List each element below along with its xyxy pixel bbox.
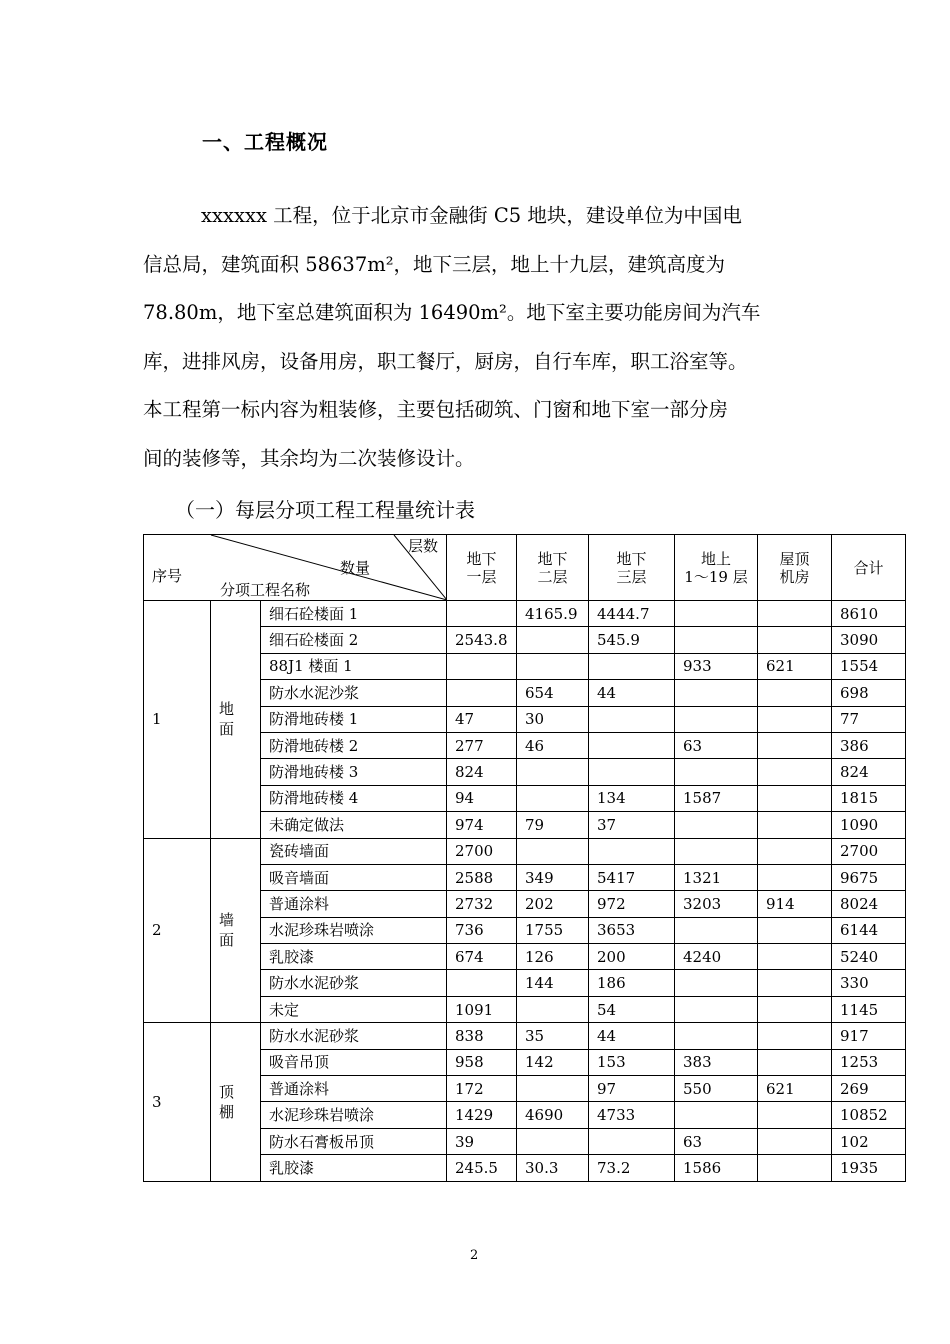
item-name-cell: 普通涂料: [261, 891, 447, 917]
value-cell: 39: [447, 1128, 517, 1154]
group-seq: 3: [144, 1023, 211, 1181]
value-cell: [758, 1155, 832, 1181]
value-cell: [589, 732, 675, 758]
item-name-cell: 防水水泥砂浆: [261, 970, 447, 996]
value-cell: 63: [675, 732, 758, 758]
value-cell: [517, 759, 589, 785]
value-cell: 736: [447, 917, 517, 943]
page-number: 2: [470, 1248, 479, 1263]
header-roof: 屋顶 机房: [758, 535, 832, 601]
value-cell: 2588: [447, 864, 517, 890]
item-name-cell: 细石砼楼面 2: [261, 627, 447, 653]
value-cell: [758, 759, 832, 785]
group-category: [211, 838, 261, 1023]
value-cell: [675, 970, 758, 996]
item-name-cell: 未确定做法: [261, 812, 447, 838]
value-cell: 674: [447, 944, 517, 970]
value-cell: 3090: [832, 627, 906, 653]
value-cell: [758, 732, 832, 758]
value-cell: 621: [758, 653, 832, 679]
value-cell: 1815: [832, 785, 906, 811]
value-cell: [675, 1102, 758, 1128]
value-cell: 54: [589, 996, 675, 1022]
value-cell: 1935: [832, 1155, 906, 1181]
value-cell: [589, 1128, 675, 1154]
value-cell: 386: [832, 732, 906, 758]
value-cell: [447, 653, 517, 679]
value-cell: [758, 838, 832, 864]
value-cell: 202: [517, 891, 589, 917]
section-heading: 一、工程概况: [202, 130, 328, 154]
value-cell: 153: [589, 1049, 675, 1075]
value-cell: 35: [517, 1023, 589, 1049]
value-cell: 383: [675, 1049, 758, 1075]
value-cell: 914: [758, 891, 832, 917]
item-name-cell: 防滑地砖楼 1: [261, 706, 447, 732]
value-cell: 44: [589, 680, 675, 706]
value-cell: 10852: [832, 1102, 906, 1128]
value-cell: [517, 627, 589, 653]
value-cell: [758, 1102, 832, 1128]
header-above: 地上 1～19 层: [675, 535, 758, 601]
group-category: [211, 1023, 261, 1181]
value-cell: [758, 970, 832, 996]
paragraph-line: 78.80m，地下室总建筑面积为 16490m²。地下室主要功能房间为汽车: [143, 301, 761, 324]
header-b3: 地下 三层: [589, 535, 675, 601]
value-cell: 654: [517, 680, 589, 706]
value-cell: 2543.8: [447, 627, 517, 653]
category-char: 面: [219, 931, 235, 950]
header-quantity: 数量: [340, 559, 371, 577]
value-cell: 958: [447, 1049, 517, 1075]
value-cell: 2700: [832, 838, 906, 864]
category-char: 棚: [219, 1102, 235, 1121]
paragraph-line: xxxxxx 工程，位于北京市金融街 C5 地块，建设单位为中国电: [201, 204, 742, 227]
value-cell: [517, 838, 589, 864]
value-cell: 974: [447, 812, 517, 838]
value-cell: 4444.7: [589, 601, 675, 627]
item-name-cell: 88J1 楼面 1: [261, 653, 447, 679]
item-name-cell: 防滑地砖楼 2: [261, 732, 447, 758]
value-cell: 47: [447, 706, 517, 732]
header-b2: 地下 二层: [517, 535, 589, 601]
item-name-cell: 防水水泥砂浆: [261, 1023, 447, 1049]
value-cell: 824: [447, 759, 517, 785]
value-cell: 30.3: [517, 1155, 589, 1181]
value-cell: 3653: [589, 917, 675, 943]
table-header-row: [144, 535, 906, 601]
table-caption: （一）每层分项工程工程量统计表: [175, 498, 475, 522]
value-cell: 63: [675, 1128, 758, 1154]
value-cell: [517, 996, 589, 1022]
item-name-cell: 防水水泥沙浆: [261, 680, 447, 706]
value-cell: [589, 706, 675, 732]
value-cell: 9675: [832, 864, 906, 890]
category-char: 墙: [219, 911, 235, 930]
value-cell: 1755: [517, 917, 589, 943]
value-cell: [589, 653, 675, 679]
value-cell: 37: [589, 812, 675, 838]
value-cell: 97: [589, 1076, 675, 1102]
value-cell: [758, 996, 832, 1022]
value-cell: 4240: [675, 944, 758, 970]
value-cell: 1587: [675, 785, 758, 811]
group-seq: 2: [144, 838, 211, 1023]
value-cell: 1554: [832, 653, 906, 679]
value-cell: 269: [832, 1076, 906, 1102]
item-name-cell: 普通涂料: [261, 1076, 447, 1102]
header-b1: 地下 一层: [447, 535, 517, 601]
value-cell: [675, 1023, 758, 1049]
table-row: [144, 838, 906, 864]
value-cell: 30: [517, 706, 589, 732]
value-cell: [517, 1076, 589, 1102]
item-name-cell: 乳胶漆: [261, 944, 447, 970]
group-category: [211, 601, 261, 839]
paragraph-line: 间的装修等，其余均为二次装修设计。: [143, 446, 475, 470]
value-cell: [675, 996, 758, 1022]
value-cell: 972: [589, 891, 675, 917]
value-cell: 1091: [447, 996, 517, 1022]
item-name-cell: 乳胶漆: [261, 1155, 447, 1181]
value-cell: [675, 917, 758, 943]
value-cell: [447, 970, 517, 996]
value-cell: [589, 838, 675, 864]
category-char: 顶: [219, 1082, 235, 1101]
value-cell: 621: [758, 1076, 832, 1102]
value-cell: [758, 627, 832, 653]
header-seq: 序号: [152, 567, 183, 585]
value-cell: 126: [517, 944, 589, 970]
value-cell: [758, 944, 832, 970]
item-name-cell: 未定: [261, 996, 447, 1022]
value-cell: [517, 785, 589, 811]
value-cell: [675, 627, 758, 653]
value-cell: 824: [832, 759, 906, 785]
value-cell: 2700: [447, 838, 517, 864]
value-cell: 73.2: [589, 1155, 675, 1181]
value-cell: [517, 653, 589, 679]
value-cell: [589, 759, 675, 785]
value-cell: [675, 759, 758, 785]
value-cell: [758, 680, 832, 706]
item-name-cell: 防滑地砖楼 4: [261, 785, 447, 811]
value-cell: [517, 1128, 589, 1154]
item-name-cell: 防滑地砖楼 3: [261, 759, 447, 785]
value-cell: 134: [589, 785, 675, 811]
category-char: 面: [219, 720, 235, 739]
value-cell: [447, 680, 517, 706]
value-cell: 1586: [675, 1155, 758, 1181]
value-cell: 349: [517, 864, 589, 890]
value-cell: 77: [832, 706, 906, 732]
paragraph-line: 本工程第一标内容为粗装修，主要包括砌筑、门窗和地下室一部分房: [143, 398, 729, 421]
value-cell: [758, 1128, 832, 1154]
value-cell: 1321: [675, 864, 758, 890]
value-cell: 44: [589, 1023, 675, 1049]
group-seq: 1: [144, 601, 211, 839]
value-cell: [758, 917, 832, 943]
header-item-name: 分项工程名称: [220, 581, 311, 599]
value-cell: [675, 838, 758, 864]
header-layer: 层数: [407, 537, 438, 555]
value-cell: [675, 812, 758, 838]
item-name-cell: 吸音墙面: [261, 864, 447, 890]
diagonal-header-cell: [144, 535, 447, 601]
value-cell: [758, 601, 832, 627]
value-cell: 5417: [589, 864, 675, 890]
value-cell: [758, 864, 832, 890]
overview-paragraph: [143, 192, 808, 483]
value-cell: 46: [517, 732, 589, 758]
quantity-table: [143, 534, 906, 1182]
value-cell: 245.5: [447, 1155, 517, 1181]
value-cell: [675, 680, 758, 706]
value-cell: 186: [589, 970, 675, 996]
value-cell: 200: [589, 944, 675, 970]
value-cell: [758, 812, 832, 838]
value-cell: 172: [447, 1076, 517, 1102]
value-cell: 5240: [832, 944, 906, 970]
table-row: [144, 601, 906, 627]
value-cell: 4165.9: [517, 601, 589, 627]
value-cell: 8610: [832, 601, 906, 627]
item-name-cell: 水泥珍珠岩喷涂: [261, 1102, 447, 1128]
value-cell: [758, 1023, 832, 1049]
value-cell: 330: [832, 970, 906, 996]
value-cell: 698: [832, 680, 906, 706]
value-cell: 838: [447, 1023, 517, 1049]
paragraph-line: 库，进排风房，设备用房，职工餐厅，厨房，自行车库，职工浴室等。: [143, 349, 748, 373]
value-cell: 1090: [832, 812, 906, 838]
item-name-cell: 水泥珍珠岩喷涂: [261, 917, 447, 943]
value-cell: [758, 785, 832, 811]
value-cell: 1145: [832, 996, 906, 1022]
item-name-cell: 瓷砖墙面: [261, 838, 447, 864]
value-cell: 550: [675, 1076, 758, 1102]
value-cell: 277: [447, 732, 517, 758]
value-cell: 2732: [447, 891, 517, 917]
value-cell: [675, 706, 758, 732]
value-cell: 79: [517, 812, 589, 838]
value-cell: 102: [832, 1128, 906, 1154]
value-cell: 8024: [832, 891, 906, 917]
value-cell: [675, 601, 758, 627]
item-name-cell: 吸音吊顶: [261, 1049, 447, 1075]
value-cell: [758, 706, 832, 732]
value-cell: 3203: [675, 891, 758, 917]
value-cell: 94: [447, 785, 517, 811]
value-cell: 545.9: [589, 627, 675, 653]
value-cell: 1429: [447, 1102, 517, 1128]
category-char: 地: [219, 700, 235, 719]
item-name-cell: 细石砼楼面 1: [261, 601, 447, 627]
header-total: 合计: [832, 535, 906, 601]
value-cell: 4733: [589, 1102, 675, 1128]
value-cell: 4690: [517, 1102, 589, 1128]
value-cell: 144: [517, 970, 589, 996]
value-cell: 1253: [832, 1049, 906, 1075]
table-row: [144, 1023, 906, 1049]
value-cell: [447, 601, 517, 627]
value-cell: 933: [675, 653, 758, 679]
item-name-cell: 防水石膏板吊顶: [261, 1128, 447, 1154]
paragraph-line: 信总局，建筑面积 58637m²，地下三层，地上十九层，建筑高度为: [143, 252, 726, 276]
value-cell: 917: [832, 1023, 906, 1049]
value-cell: 6144: [832, 917, 906, 943]
value-cell: 142: [517, 1049, 589, 1075]
value-cell: [758, 1049, 832, 1075]
